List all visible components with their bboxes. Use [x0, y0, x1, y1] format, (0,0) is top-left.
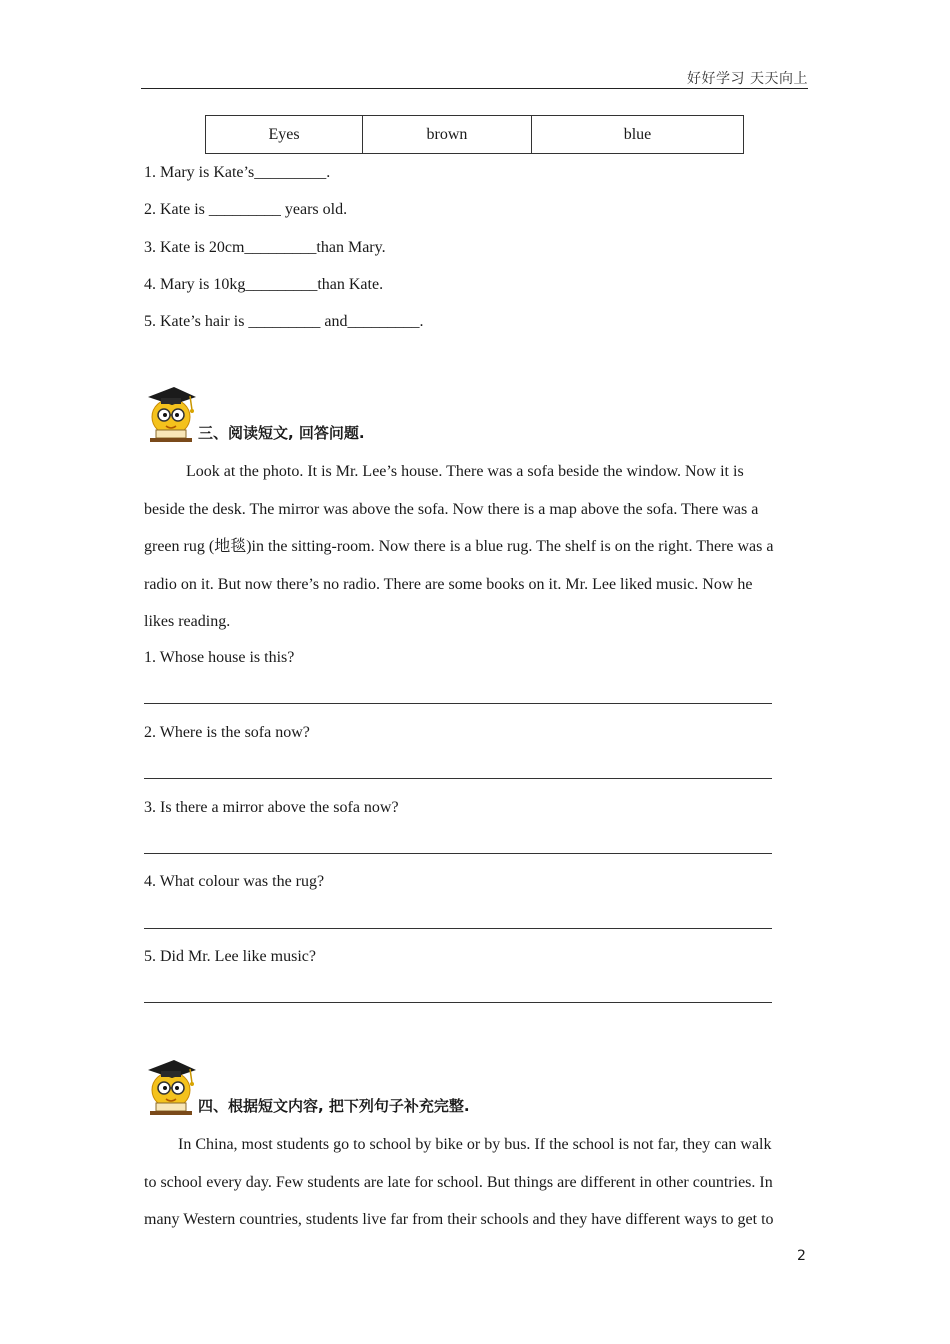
table-row: [206, 116, 744, 154]
traits-table: [205, 115, 744, 154]
header-motto: 好好学习 天天向上: [687, 71, 808, 87]
reading-question-4: 4. What colour was the rug?: [144, 873, 325, 890]
answer-line-2[interactable]: [144, 778, 772, 779]
passage-line: In China, most students go to school by bike or by bus. If the school is not far, they can walk: [178, 1136, 772, 1153]
table-cell-mary: brown: [363, 116, 532, 154]
section4-heading: [144, 1056, 524, 1116]
answer-line-5[interactable]: [144, 1002, 772, 1003]
section4-title: 四、根据短文内容, 把下列句子补充完整.: [198, 1097, 470, 1115]
passage-line: green rug (地毯)in the sitting-room. Now there is a blue rug. The shelf is on the right. There was a: [144, 538, 774, 555]
passage-line: likes reading.: [144, 613, 231, 630]
scholar-mascot-icon: [144, 1056, 198, 1116]
table-cell-label: Eyes: [206, 116, 363, 154]
passage-line: many Western countries, students live far from their schools and they have different ways to get to: [144, 1211, 774, 1228]
page-number: 2: [797, 1248, 806, 1264]
table-cell-kate: blue: [532, 116, 744, 154]
reading-question-5: 5. Did Mr. Lee like music?: [144, 948, 316, 965]
header-rule: [141, 88, 808, 89]
reading-question-3: 3. Is there a mirror above the sofa now?: [144, 799, 399, 816]
passage-line: to school every day. Few students are late for school. But things are different in other countries. In: [144, 1173, 773, 1191]
reading-question-1: 1. Whose house is this?: [144, 649, 295, 666]
fill-question-5: 5. Kate’s hair is _________ and_________.: [144, 313, 424, 330]
section3-title: 三、阅读短文, 回答问题.: [198, 424, 365, 442]
answer-line-1[interactable]: [144, 703, 772, 704]
fill-question-4: 4. Mary is 10kg_________than Kate.: [144, 276, 384, 293]
passage-line: Look at the photo. It is Mr. Lee’s house. There was a sofa beside the window. Now it is: [186, 463, 744, 480]
reading-question-2: 2. Where is the sofa now?: [144, 724, 310, 741]
passage-line: beside the desk. The mirror was above the sofa. Now there is a map above the sofa. There was a: [144, 500, 759, 518]
fill-question-1: 1. Mary is Kate’s_________.: [144, 164, 331, 181]
scholar-mascot-icon: [144, 383, 198, 443]
section3-heading: [144, 383, 464, 443]
answer-line-4[interactable]: [144, 928, 772, 929]
fill-question-2: 2. Kate is _________ years old.: [144, 201, 348, 218]
passage-line: radio on it. But now there’s no radio. There are some books on it. Mr. Lee liked music. Now he: [144, 575, 753, 593]
section4-passage: [144, 1126, 808, 1239]
fill-question-3: 3. Kate is 20cm_________than Mary.: [144, 239, 386, 256]
answer-line-3[interactable]: [144, 853, 772, 854]
section3-passage: [144, 453, 808, 641]
